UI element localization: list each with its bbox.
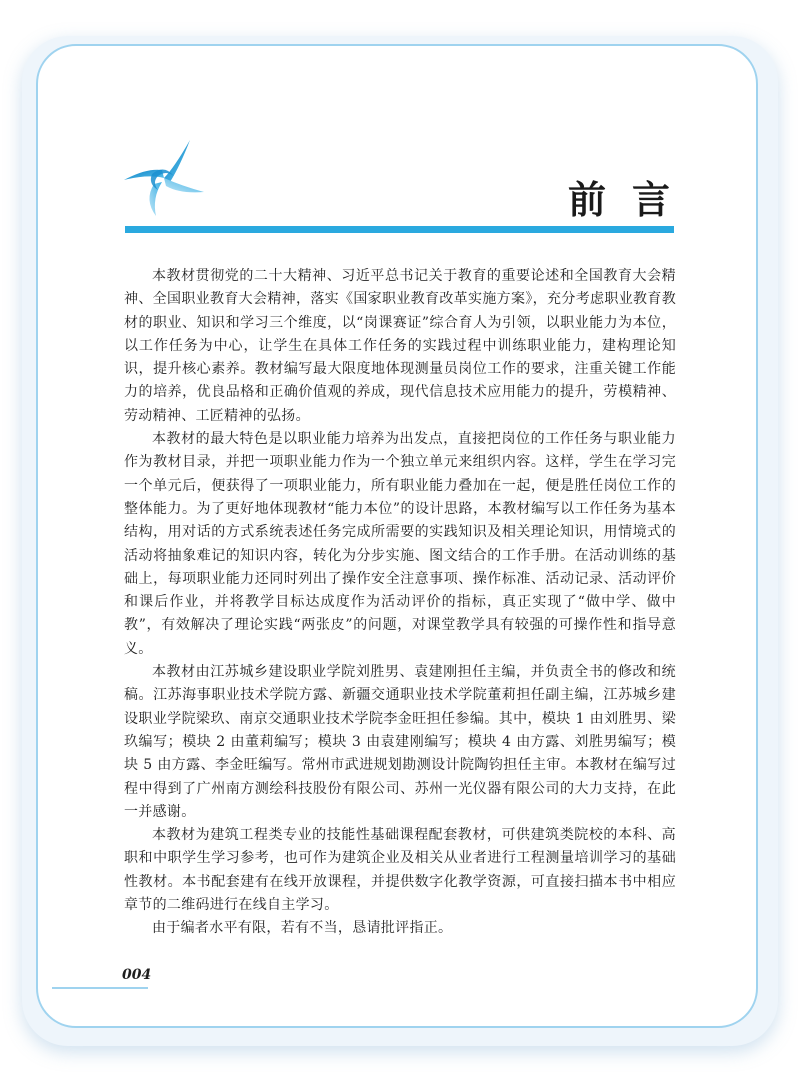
page-number: 004 (122, 967, 152, 983)
page-title: 前言 (567, 177, 696, 222)
page-number-underline (52, 987, 148, 989)
paragraph: 本教材为建筑工程类专业的技能性基础课程配套教材，可供建筑类院校的本科、高职和中职学生学习参考，也可作为建筑企业及相关从业者进行工程测量培训学习的基础性教材。本书配套建有在线开放课程，并提供数字化教学资源，可直接扫描本书中相应章节的二维码进行在线自主学习。 (124, 827, 676, 914)
blue-star-swirl-icon (122, 138, 206, 218)
paragraph: 本教材由江苏城乡建设职业学院刘胜男、袁建刚担任主编，并负责全书的修改和统稿。江苏海事职业技术学院方露、新疆交通职业技术学院董莉担任副主编，江苏城乡建设职业学院梁玖、南京交通职业技术学院李金旺担任参编。其中，模块 1 由刘胜男、梁玖编写；模块 2 由董莉编写；模块 3 由袁建刚编写；模块 4 由方露、刘胜男编写；模块 5 由方露、李金旺编写。常州市武进规划勘测设计院陶钧担任主审。本教材在编写过程中得到了广州南方测绘科技股份有限公司、苏州一光仪器有限公司的大力支持，在此一并感谢。 (124, 664, 676, 820)
paragraph: 本教材的最大特色是以职业能力培养为出发点，直接把岗位的工作任务与职业能力作为教材目录，并把一项职业能力作为一个独立单元来组织内容。这样，学生在学习完一个单元后，便获得了一项职业能力，所有职业能力叠加在一起，便是胜任岗位工作的整体能力。为了更好地体现教材“能力本位”的设计思路，本教材编写以工作任务为基本结构，用对话的方式系统表述任务完成所需要的实践知识及相关理论知识，用情境式的活动将抽象难记的知识内容，转化为分步实施、图文结合的工作手册。在活动训练的基础上，每项职业能力还同时列出了操作安全注意事项、操作标准、活动记录、活动评价和课后作业，并将教学目标达成度作为活动评价的指标，真正实现了“做中学、做中教”，有效解决了理论实践“两张皮”的问题，对课堂教学具有较强的可操作性和指导意义。 (124, 431, 676, 657)
preface-body (124, 265, 676, 941)
title-underline (125, 226, 674, 233)
paragraph: 本教材贯彻党的二十大精神、习近平总书记关于教育的重要论述和全国教育大会精神、全国职业教育大会精神，落实《国家职业教育改革实施方案》，充分考虑职业教育教材的职业、知识和学习三个维度，以“岗课赛证”综合育人为引领，以职业能力为本位，以工作任务为中心，让学生在具体工作任务的实践过程中训练职业能力，建构理论知识，提升核心素养。教材编写最大限度地体现测量员岗位工作的要求，注重关键工作能力的培养，优良品格和正确价值观的养成，现代信息技术应用能力的提升，劳模精神、劳动精神、工匠精神的弘扬。 (124, 268, 676, 424)
paragraph: 由于编者水平有限，若有不当，恳请批评指正。 (152, 920, 453, 937)
